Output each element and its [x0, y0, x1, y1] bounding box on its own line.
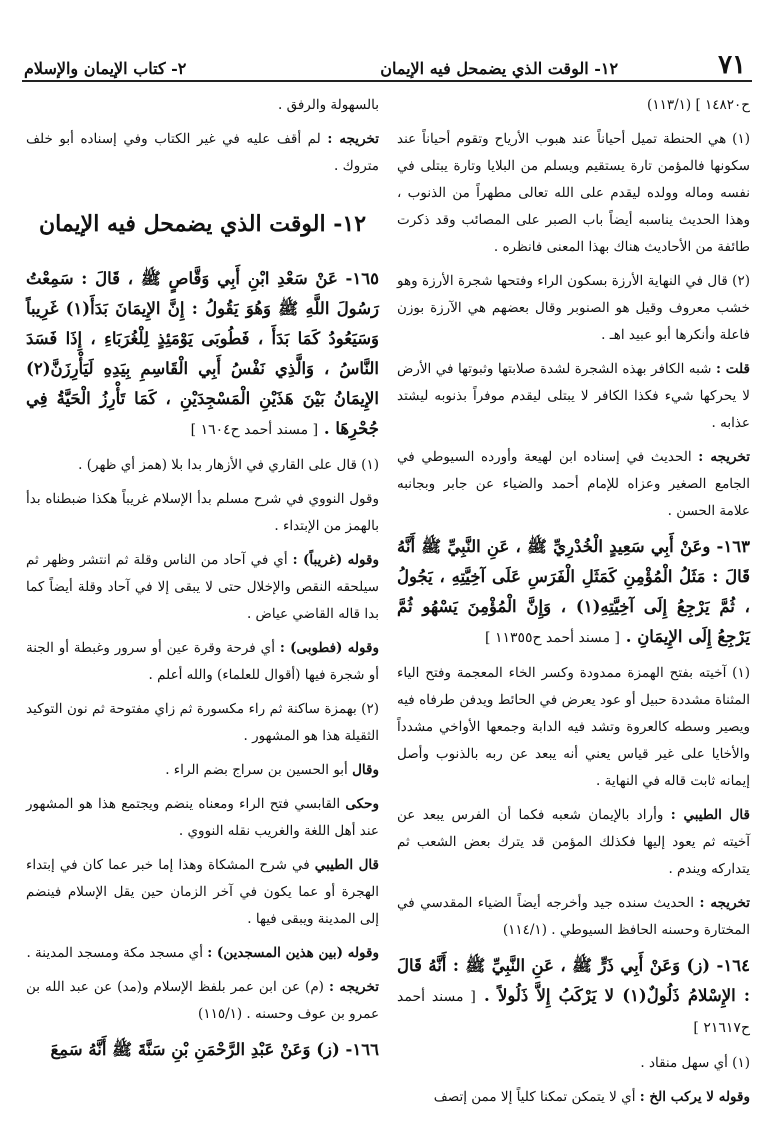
hadith-text: ١٦٥- عَنْ سَعْدِ ابْنِ أَبِي وَقَّاصٍ ﷺ ، قَالَ : سَمِعْتُ رَسُولَ اللَّهِ ﷺ وَهُوَ يَقُولُ : إِنَّ الإِيمَانَ بَدَأَ(١) غَرِيباً وَسَيَعُودُ كَمَا بَدَأَ ، فَطُوبَى يَوْمَئِذٍ لِلْغُرَبَاءِ ، إِذَا فَسَدَ النَّاسُ ، وَالَّذِي نَفْسُ أَبِي الْقَاسِمِ بِيَدِهِ لَيَأْرِزَنَّ(٢) الإِيمَانُ بَيْنَ هَذَيْنِ الْمَسْجِدَيْنِ ، كَمَا تَأْرِزُ الْحَيَّةُ فِي جُحْرِهَا .	[26, 269, 379, 438]
commentary-text: (٢) قال في النهاية الأرزة بسكون الراء وفتحها شجرة الأرزة وهو خشب معروف وقيل هو الصنوبر وقال بعضهم هي الآرزة بوزن فاعلة وأنكرها أبو عبيد اهـ .	[397, 273, 750, 343]
commentary-lead: وقوله لا يركب الخ :	[639, 1089, 750, 1105]
commentary-lead: تخريجه :	[328, 979, 379, 995]
commentary-lead: تخريجه :	[698, 449, 750, 465]
source-reference: [ مسند أحمد ح٢١٦١٧ ]	[397, 989, 750, 1036]
commentary-text: لم أقف عليه في غير الكتاب وفي إسناده أبو خلف متروك .	[26, 131, 379, 174]
commentary-text: شبه الكافر بهذه الشجرة لشدة صلابتها وثبوتها في الأرض لا يحركها شيء فكذا الكافر لا يبتلى ليقدم موفراً بذنوبه ليشتد عذابه .	[397, 361, 750, 431]
commentary-lead: وحكى	[345, 796, 379, 812]
right-column	[397, 92, 750, 1118]
left-column	[26, 92, 379, 1072]
hadith-paragraph	[26, 1035, 379, 1065]
commentary-text: الحديث سنده جيد وأخرجه أيضاً الضياء المقدسي في المختارة وحسنه الحافظ السيوطي . (١١٤/١)	[397, 895, 750, 938]
header-chapter-title: ١٢- الوقت الذي يضمحل فيه الإيمان	[380, 59, 619, 78]
hadith-paragraph	[26, 264, 379, 445]
commentary-lead: وقال	[352, 762, 379, 778]
commentary-text: (٢) بهمزة ساكنة ثم راء مكسورة ثم زاي مفتوحة ثم نون التوكيد الثقيلة هذا هو المشهور .	[26, 701, 379, 744]
commentary-lead: قال الطيبي	[314, 857, 379, 873]
commentary-text: القابسي فتح الراء ومعناه ينضم ويجتمع هذا هو المشهور عند أهل اللغة والغريب نقله النووي .	[26, 796, 379, 839]
source-reference: [ مسند أحمد ح١٦٠٤ ]	[190, 422, 319, 438]
commentary-text: أبو الحسين بن سراج بضم الراء .	[165, 762, 353, 778]
commentary-paragraph	[26, 92, 379, 119]
hadith-text: ١٦٣- وعَنْ أَبِي سَعِيدٍ الْخُدْرِيِّ ﷺ ، عَنِ النَّبِيِّ ﷺ أَنَّهُ قَالَ : مَثَلُ الْمُؤْمِنِ كَمَثَلِ الْفَرَسِ عَلَى آخِيَّتِهِ ، يَجُولُ ، ثُمَّ يَرْجِعُ إِلَى آخِيَّتِهِ(١) ، وَإِنَّ الْمُؤْمِنَ يَسْهُو ثُمَّ يَرْجِعُ إِلَى الإِيمَانِ .	[397, 537, 750, 646]
commentary-lead: تخريجه :	[327, 131, 379, 147]
commentary-paragraph	[397, 1050, 750, 1077]
commentary-text: (م) عن ابن عمر بلفظ الإسلام و(مد) عن عبد الله بن عمرو بن عوف وحسنه . (١١٥/١)	[26, 979, 379, 1022]
commentary-text: وقول النووي في شرح مسلم بدأ الإسلام غريباً هكذا ضبطناه بدأ بالهمز من الإبتداء .	[26, 491, 379, 534]
commentary-paragraph	[26, 547, 379, 628]
commentary-text: في شرح المشكاة وهذا إما خبر عما كان في إبتداء الهجرة أو عما يكون في آخر الزمان حين يقل الإسلام فينضم إلى المدينة ويبقى فيها .	[26, 857, 379, 927]
commentary-paragraph	[397, 890, 750, 944]
commentary-paragraph	[26, 757, 379, 784]
commentary-paragraph	[26, 635, 379, 689]
source-reference-line: ح١٤٨٢٠ ] (١١٣/١)	[647, 97, 750, 113]
hadith-paragraph	[397, 532, 750, 653]
commentary-lead: قال الطيبي :	[670, 807, 750, 823]
chapter-heading: ١٢- الوقت الذي يضمحل فيه الإيمان	[38, 211, 367, 237]
commentary-text: أي فرحة وقرة عين أو سرور وغبطة أو الجنة أو شجرة فيها (أقوال للعلماء) والله أعلم .	[26, 640, 379, 683]
commentary-text: أي لا يتمكن تمكنا كلياً إلا ممن إتصف	[433, 1089, 640, 1105]
commentary-text: وأراد بالإيمان شعبه فكما أن الفرس يبعد عن آخيته ثم يعود إليها فكذلك المؤمن قد يترك بعض الشعب ثم يتداركه ويندم .	[397, 807, 750, 877]
commentary-lead: وقوله (غريباً) :	[292, 552, 379, 568]
commentary-text: (١) أي سهل منقاد .	[640, 1055, 750, 1071]
commentary-paragraph	[397, 1084, 750, 1111]
running-header	[22, 42, 752, 82]
commentary-text: أي مسجد مكة ومسجد المدينة .	[26, 945, 208, 961]
commentary-paragraph	[26, 452, 379, 479]
hadith-text: ١٦٦- (ز) وَعَنْ عَبْدِ الرَّحْمَنِ بْنِ سَنَّةَ ﷺ أَنَّهُ سَمِعَ	[50, 1040, 379, 1059]
commentary-paragraph	[26, 940, 379, 967]
commentary-lead: وقوله (بين هذين المسجدين) :	[207, 945, 379, 961]
commentary-text: بالسهولة والرفق .	[278, 97, 379, 113]
commentary-text: (١) هي الحنطة تميل أحياناً عند هبوب الأرياح وتقوم أحياناً عند سكونها فالمؤمن تارة يستقيم ويسلم من البلايا وتارة يبتلى في نفسه وماله وولده ليقدم على الله تعالى مطهراً من الذنوب ، وهذا الحديث يناسبه أيضاً باب الصبر على المصائب وقد ذكرت طائفة من الأحاديث هناك بهذا المعنى فانظره .	[397, 131, 750, 255]
commentary-paragraph	[397, 802, 750, 883]
commentary-paragraph	[397, 268, 750, 349]
page-number: ٧١	[718, 50, 746, 80]
hadith-text: ١٦٤- (ز) وَعَنْ أَبِي ذَرٍّ ﷺ ، عَنِ النَّبِيِّ ﷺ : أَنَّهُ قَالَ : الإِسْلامُ ذَلُولٌ(١) لا يَرْكَبُ إِلاَّ ذَلُولاً .	[397, 956, 750, 1005]
commentary-text: (١) قال على القاري في الأزهار بدا بلا (همز أي ظهر) .	[78, 457, 379, 473]
commentary-paragraph	[26, 791, 379, 845]
commentary-text: أي في آحاد من الناس وقلة ثم انتشر وظهر ثم سيلحقه النقص والإخلال حتى لا يبقى إلا في آحاد وقلة أيضاً كما بدا قاله القاضي عياض .	[26, 552, 379, 622]
commentary-paragraph	[397, 444, 750, 525]
commentary-text: (١) آخيته بفتح الهمزة ممدودة وكسر الخاء المعجمة وفتح الياء المثناة مشددة حبيل أو عود يعرض في الحائط ويدفن طرفاه فيه ويصير وسطه كالعروة وتشد فيه الدابة وجمعها الأواخي مشدداً والأخايا على غير قياس يعني أنه يبعد عن ربه بالذنوب وأصل إيمانه ثابت قاله في النهاية .	[397, 665, 750, 789]
commentary-paragraph	[397, 126, 750, 261]
commentary-lead: وقوله (فطوبى) :	[279, 640, 379, 656]
commentary-lead: تخريجه :	[699, 895, 750, 911]
commentary-paragraph	[26, 126, 379, 180]
commentary-paragraph	[397, 660, 750, 795]
commentary-paragraph	[26, 852, 379, 933]
commentary-lead: قلت :	[715, 361, 750, 377]
commentary-paragraph	[397, 356, 750, 437]
commentary-paragraph	[26, 486, 379, 540]
source-reference: [ مسند أحمد ح١١٣٥٥ ]	[485, 630, 620, 646]
commentary-paragraph	[26, 974, 379, 1028]
commentary-paragraph	[26, 696, 379, 750]
commentary-text: الحديث في إسناده ابن لهيعة وأورده السيوطي في الجامع الصغير وعزاه للإمام أحمد والضياء عن جابر وبجانبه علامة الحسن .	[397, 449, 750, 519]
header-book-title: ٢- كتاب الإيمان والإسلام	[24, 59, 187, 78]
hadith-paragraph	[397, 951, 750, 1043]
